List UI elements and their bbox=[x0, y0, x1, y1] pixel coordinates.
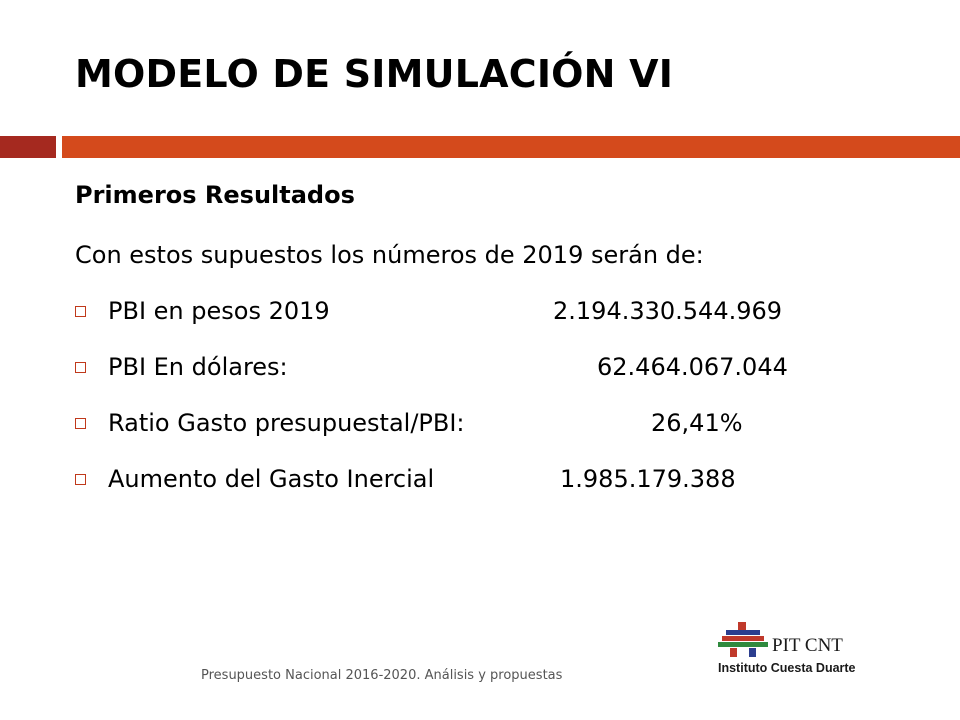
result-value: 2.194.330.544.969 bbox=[553, 297, 783, 325]
logo-green-bar bbox=[718, 642, 768, 647]
logo-red-leg bbox=[730, 648, 737, 657]
intro-text: Con estos supuestos los números de 2019 serán de: bbox=[75, 241, 704, 269]
pit-cnt-logo bbox=[716, 618, 870, 678]
square-bullet-icon bbox=[75, 362, 86, 373]
result-value: 1.985.179.388 bbox=[560, 465, 736, 493]
result-value: 26,41% bbox=[651, 409, 743, 437]
logo-line1: PIT CNT bbox=[772, 635, 843, 656]
result-value: 62.464.067.044 bbox=[597, 353, 788, 381]
square-bullet-icon bbox=[75, 306, 86, 317]
result-label: PBI en pesos 2019 bbox=[108, 297, 330, 325]
result-label: PBI En dólares: bbox=[108, 353, 288, 381]
result-label: Aumento del Gasto Inercial bbox=[108, 465, 435, 493]
square-bullet-icon bbox=[75, 474, 86, 485]
logo-blue-leg bbox=[749, 648, 756, 657]
subtitle: Primeros Resultados bbox=[75, 181, 355, 209]
result-label: Ratio Gasto presupuestal/PBI: bbox=[108, 409, 465, 437]
footer-text: Presupuesto Nacional 2016-2020. Análisis y propuestas bbox=[201, 668, 563, 683]
slide-title: MODELO DE SIMULACIÓN VI bbox=[75, 52, 674, 96]
title-rule-left bbox=[0, 136, 56, 158]
logo-red-square bbox=[738, 622, 746, 630]
title-rule-right bbox=[62, 136, 960, 158]
square-bullet-icon bbox=[75, 418, 86, 429]
logo-blue-bar bbox=[726, 630, 760, 635]
logo-line2: Instituto Cuesta Duarte bbox=[718, 661, 856, 675]
logo-red-bar bbox=[722, 636, 764, 641]
